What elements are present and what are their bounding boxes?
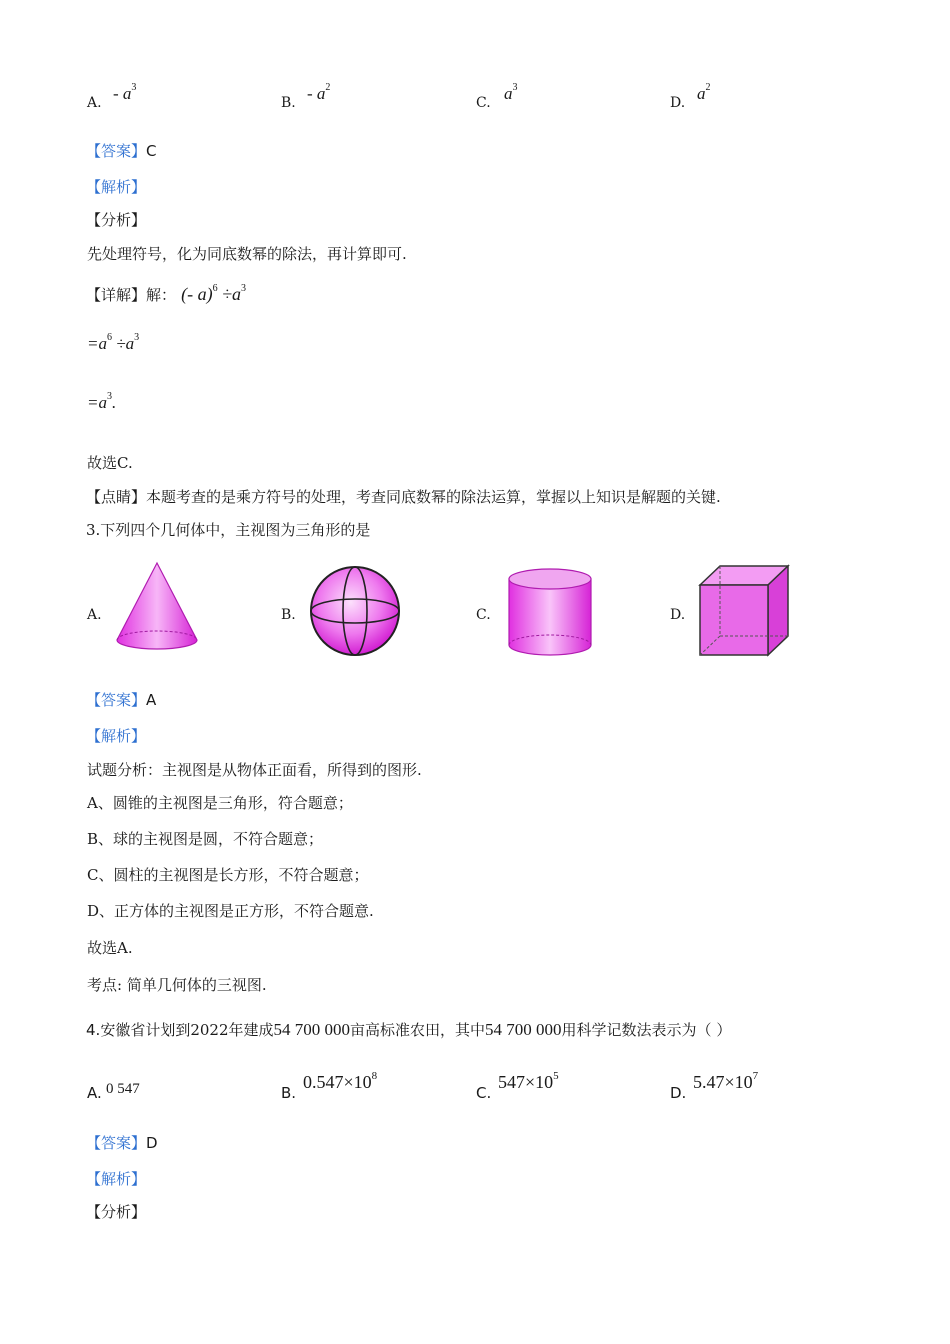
option-value: 0 547: [106, 1081, 140, 1097]
option-value: $5.47\times 10^7$: [693, 1070, 759, 1092]
q3-line: 试题分析：主视图是从物体正面看，所得到的图形.: [87, 761, 422, 779]
option-expr: - $a^2$: [307, 82, 331, 103]
cylinder-icon: [505, 565, 595, 659]
q4-answer: 【答案】D: [86, 1134, 158, 1152]
option-letter: C.: [476, 95, 491, 111]
option-letter: C.: [476, 1084, 492, 1102]
option-value: $547\times 10^5$: [498, 1070, 559, 1092]
q3-analysis-tag: 【解析】: [86, 727, 147, 745]
q2-dianjing: 【点睛】本题考查的是乘方符号的处理，考查同底数幂的除法运算，掌握以上知识是解题的关键.: [86, 488, 721, 506]
option-letter: A.: [87, 95, 102, 111]
q3-answer: 【答案】A: [86, 691, 157, 709]
option-letter: D.: [670, 95, 686, 111]
q3-option-letter-a: A.: [87, 607, 102, 623]
q3-option-letter-b: B.: [281, 607, 296, 623]
q2-detail-line: 【详解】解： (- $a)^6 \div a^3$: [86, 283, 246, 304]
option-expr: $a^3$: [504, 82, 518, 103]
q2-analysis-tag: 【解析】: [86, 178, 147, 196]
q2-answer: 【答案】C: [86, 142, 157, 160]
q3-line: A、圆锥的主视图是三角形，符合题意；: [87, 794, 353, 812]
q3-line: 考点: 简单几何体的三视图.: [87, 976, 267, 994]
q2-step3: $=a^3$.: [87, 391, 117, 412]
q3-option-letter-c: C.: [476, 607, 491, 623]
q3-line: B、球的主视图是圆，不符合题意；: [87, 830, 324, 848]
option-letter: B.: [281, 1084, 297, 1102]
q2-fenxi-tag: 【分析】: [86, 211, 147, 229]
q2-fenxi-text: 先处理符号，化为同底数幂的除法，再计算即可.: [87, 245, 407, 263]
q3-option-letter-d: D.: [670, 607, 686, 623]
cube-icon: [696, 563, 792, 659]
option-letter: A.: [87, 1084, 102, 1102]
q3-line: D、正方体的主视图是正方形，不符合题意.: [87, 902, 374, 920]
q3-line: C、圆柱的主视图是长方形，不符合题意；: [87, 866, 369, 884]
option-letter: D.: [670, 1084, 687, 1102]
option-expr: $a^2$: [697, 82, 711, 103]
q4-analysis-tag: 【解析】: [86, 1170, 147, 1188]
q4-question: 4.安徽省计划到2022年建成54 700 000亩高标准农田，其中54 700 000用科学记数法表示为（ ）: [86, 1020, 732, 1039]
q3-line: 故选A.: [87, 939, 133, 957]
option-letter: B.: [281, 95, 296, 111]
q3-question: 3.下列四个几何体中，主视图为三角形的是: [86, 521, 371, 539]
q2-choose: 故选C.: [87, 454, 133, 472]
option-value: $0.547\times 10^8$: [303, 1070, 378, 1092]
sphere-icon: [307, 563, 403, 659]
option-expr: - $a^3$: [113, 82, 137, 103]
cone-icon: [112, 560, 202, 652]
q2-step2: $=a^6 \div a^3$: [87, 332, 140, 353]
q4-fenxi-tag: 【分析】: [86, 1203, 147, 1221]
